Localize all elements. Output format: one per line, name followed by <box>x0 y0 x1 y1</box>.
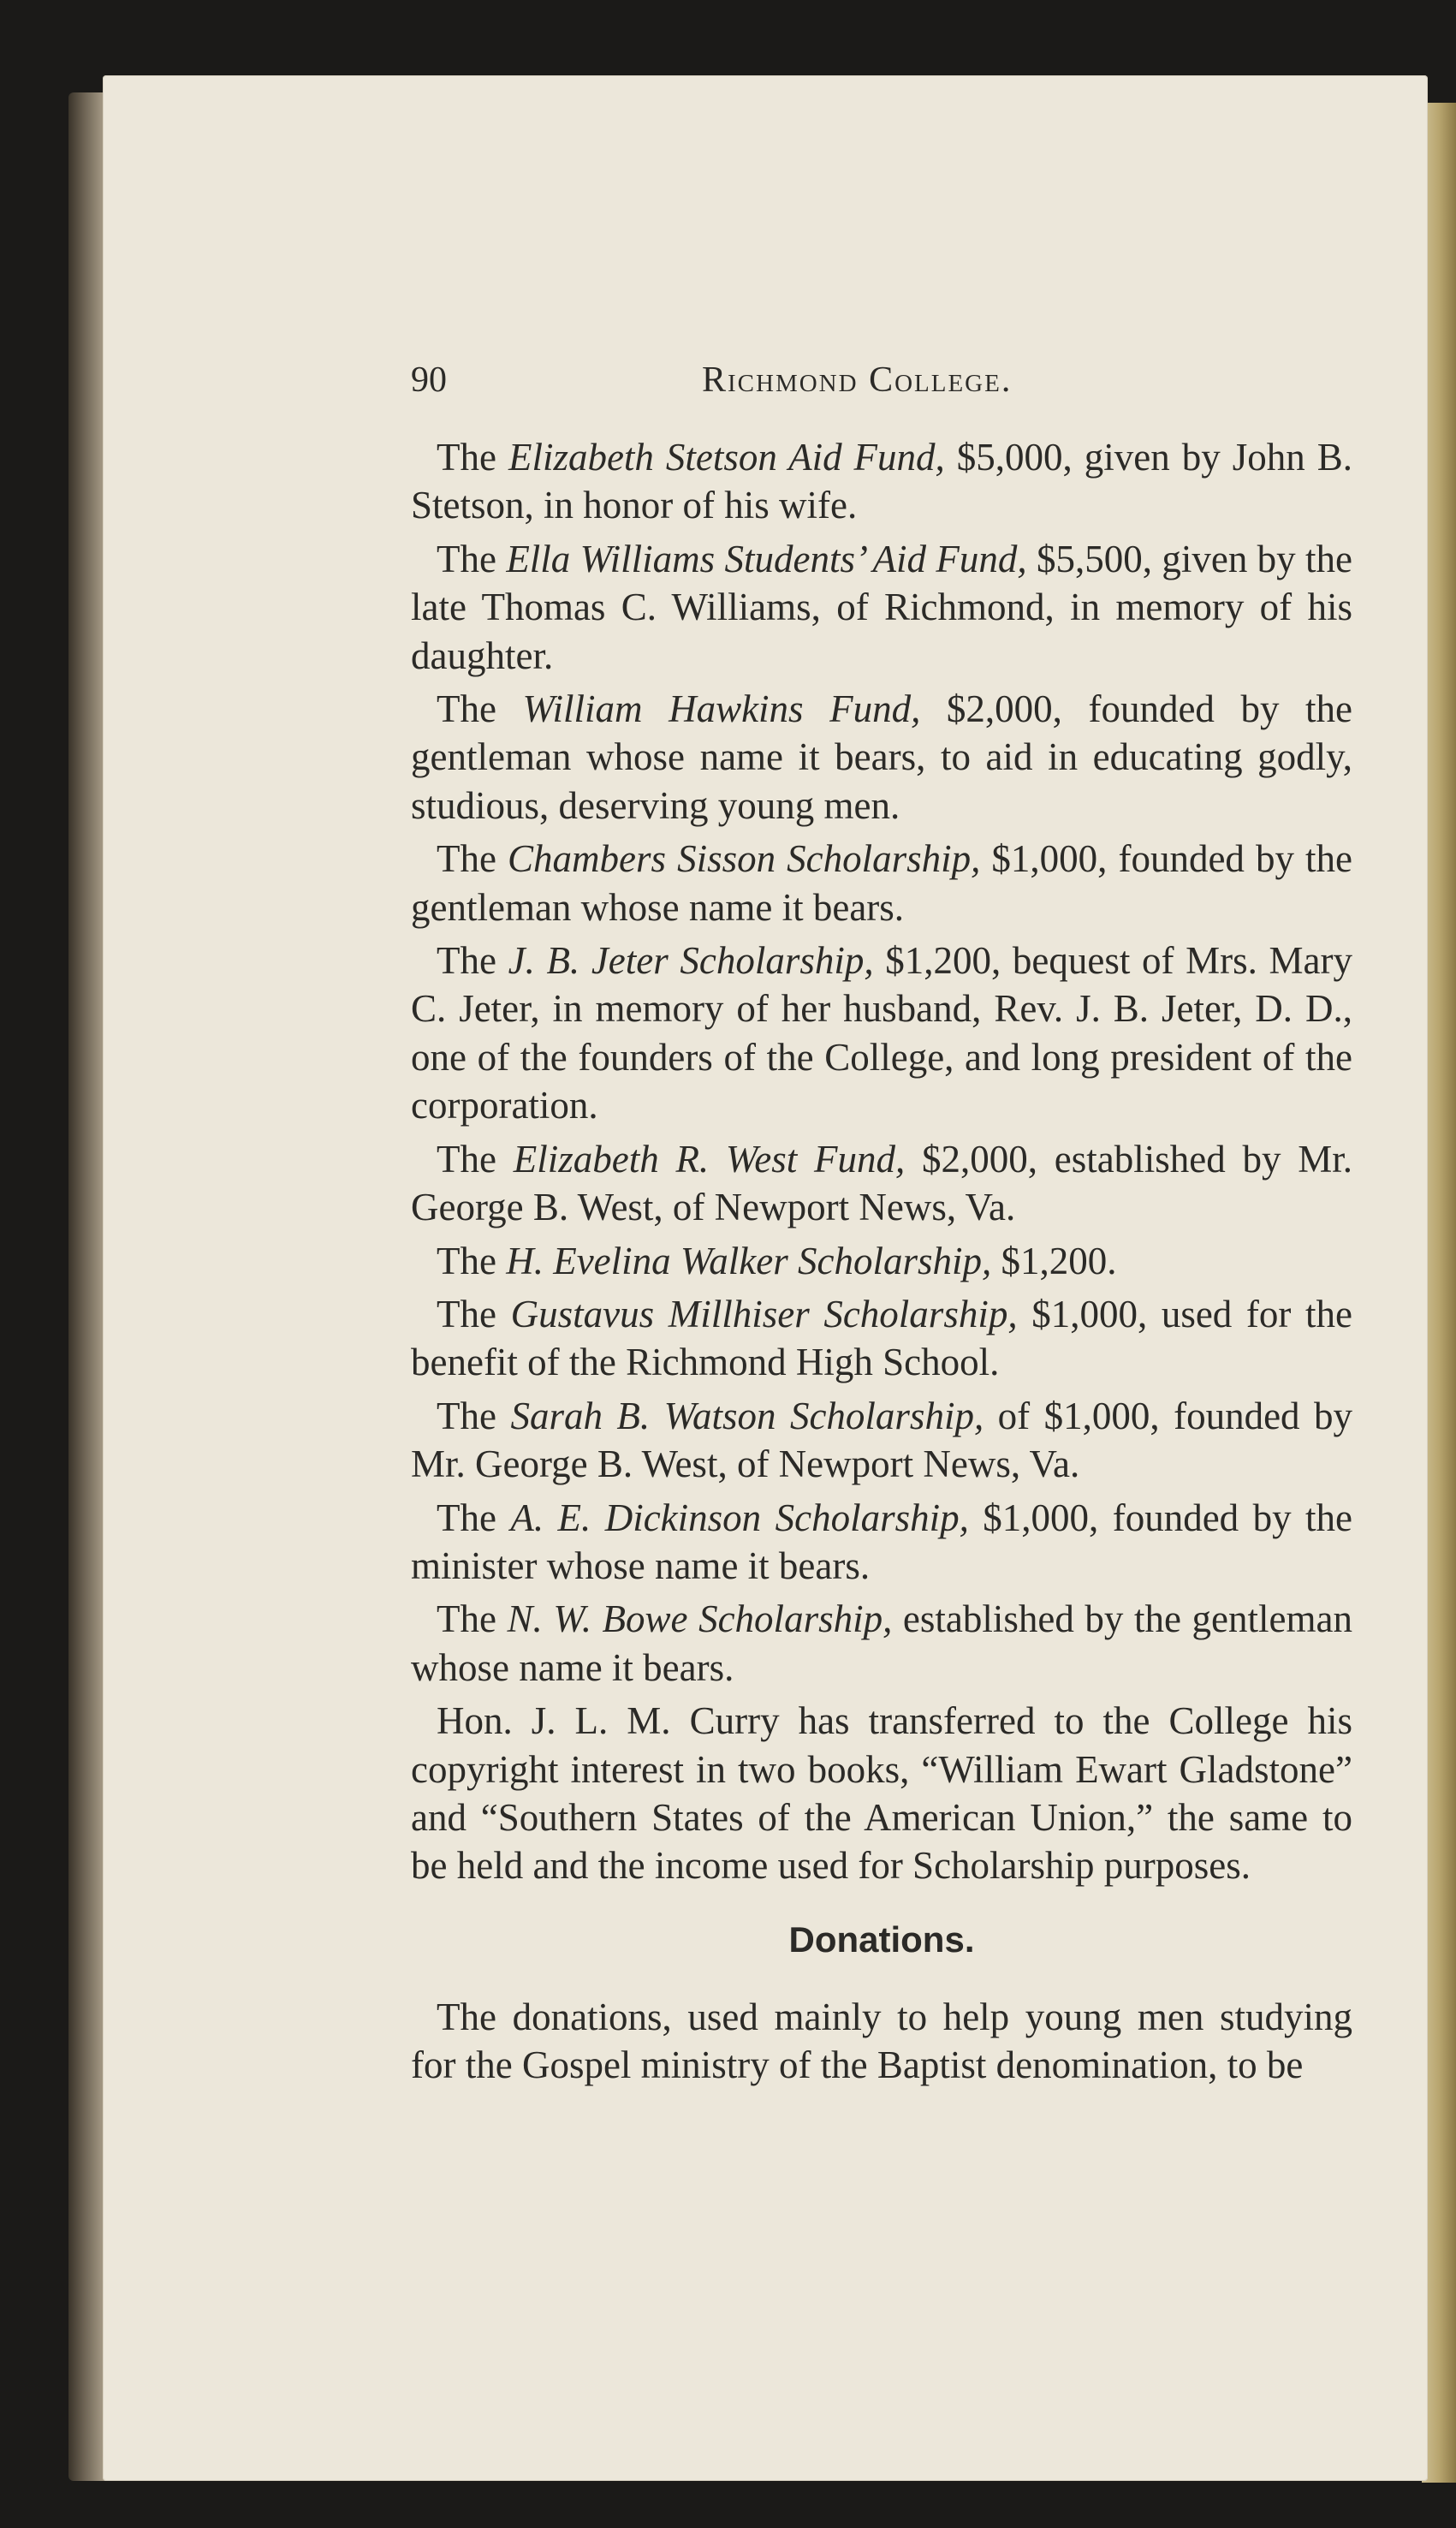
fund-title: William Hawkins Fund, <box>522 687 921 731</box>
fund-entry-9: The A. E. Dickinson Scholarship, $1,000, founded by the minister whose name it bears. <box>411 1496 1352 1587</box>
fund-entry-1: The Ella Williams Students’ Aid Fund, $5,500, given by the late Thomas C. Williams, of Richmond, in memory of his daughter. <box>411 537 1352 677</box>
fund-title: Gustavus Millhiser Scholarship, <box>510 1292 1018 1335</box>
donations-heading: Donations. <box>788 1918 975 1960</box>
fund-title: A. E. Dickinson Scholarship, <box>510 1496 969 1539</box>
fund-entry-0: The Elizabeth Stetson Aid Fund, $5,000, given by John B. Stetson, in honor of his wife. <box>411 436 1352 527</box>
donations-paragraph: The donations, used mainly to help young men studying for the Gospel ministry of the Baptist denomination, to be <box>411 1995 1352 2087</box>
fund-title: Sarah B. Watson Scholarship, <box>510 1394 984 1437</box>
fund-title: Elizabeth R. West Fund, <box>513 1137 906 1181</box>
fund-title: N. W. Bowe Scholarship, <box>507 1597 893 1641</box>
fund-title: Chambers Sisson Scholarship, <box>508 837 981 881</box>
fund-entry-2: The William Hawkins Fund, $2,000, founded by the gentleman whose name it bears, to aid in educating godly, studious, deserving young men. <box>411 687 1353 827</box>
fund-entry-3: The Chambers Sisson Scholarship, $1,000, founded by the gentleman whose name it bears. <box>411 837 1352 929</box>
fund-entry-8: The Sarah B. Watson Scholarship, of $1,000, founded by Mr. George B. West, of Newport News, Va. <box>411 1394 1352 1486</box>
fund-entry-7: The Gustavus Millhiser Scholarship, $1,000, used for the benefit of the Richmond High School. <box>411 1292 1352 1384</box>
fund-title: Elizabeth Stetson Aid Fund, <box>508 436 945 479</box>
fund-entry-5: The Elizabeth R. West Fund, $2,000, established by Mr. George B. West, of Newport News, Va. <box>411 1137 1352 1229</box>
fund-title: Ella Williams Students’ Aid Fund, <box>506 537 1027 580</box>
page-number: 90 <box>411 360 447 400</box>
fund-title: J. B. Jeter Scholarship, <box>508 939 874 983</box>
fund-entry-6: The H. Evelina Walker Scholarship, $1,200. <box>437 1239 1117 1282</box>
fund-entry-4: The J. B. Jeter Scholarship, $1,200, bequest of Mrs. Mary C. Jeter, in memory of her husband, Rev. J. B. Jeter, D. D., one of the founders of the College, and long president of the corporation. <box>411 939 1352 1127</box>
curry-paragraph: Hon. J. L. M. Curry has transferred to the College his copyright interest in two books, “William Ewart Gladstone” and “Southern States of the American Union,” the same to be held and the income used for Scholarship purposes. <box>411 1699 1352 1888</box>
running-head <box>411 356 1352 404</box>
fund-title: H. Evelina Walker Scholarship, <box>506 1239 992 1282</box>
running-head-title: Richmond College. <box>702 360 1013 400</box>
fund-entry-10: The N. W. Bowe Scholarship, established by the gentleman whose name it bears. <box>411 1597 1352 1689</box>
page-text-column <box>411 356 1352 2095</box>
